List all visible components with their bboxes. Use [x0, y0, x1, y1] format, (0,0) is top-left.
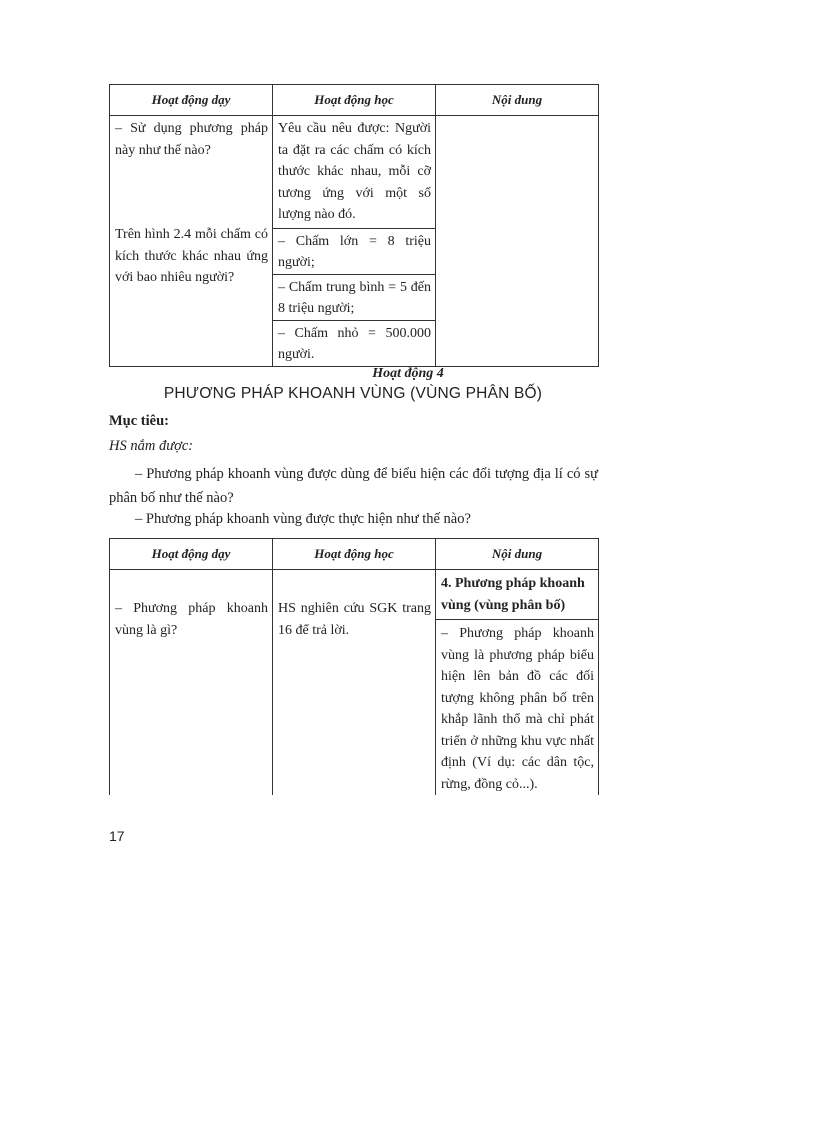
learning-answer-3: – Chấm trung bình = 5 đến 8 triệu người;: [273, 274, 435, 320]
content-body: – Phương pháp khoanh vùng là phương pháp biểu hiện lên bản đồ các đối tượng không phân bố trên khắp lãnh thổ mà chỉ phát triển ở những khu vực nhất định (Ví dụ: các dân tộc, rừng, đồng cỏ...).: [436, 619, 598, 795]
page-number: 17: [109, 828, 125, 844]
table-header-row: [110, 539, 599, 570]
header-learning: Hoạt động học: [273, 85, 436, 116]
activity-table-2: [109, 538, 599, 795]
table-row: [110, 570, 599, 796]
teaching-question-1: – Sử dụng phương pháp này như thế nào?: [115, 121, 268, 158]
content-cell: [436, 570, 599, 796]
objectives-intro: HS nắm được:: [109, 438, 194, 454]
content-cell: [436, 116, 599, 367]
activity-table-1: [109, 84, 599, 367]
activity-heading: PHƯƠNG PHÁP KHOANH VÙNG (VÙNG PHÂN BỐ): [163, 385, 543, 402]
objective-item-2: [109, 508, 598, 530]
table-row: [110, 116, 599, 367]
teaching-question-2: Trên hình 2.4 mỗi chấm có kích thước khác nhau ứng với bao nhiêu người?: [115, 227, 268, 285]
content-title: 4. Phương pháp khoanh vùng (vùng phân bố): [441, 576, 585, 613]
teaching-cell: [110, 116, 273, 367]
teaching-question: – Phương pháp khoanh vùng là gì?: [115, 601, 268, 638]
learning-cell: [273, 116, 436, 367]
teaching-cell: [110, 570, 273, 796]
objective-item-2-text: – Phương pháp khoanh vùng được thực hiện như thế nào?: [135, 511, 471, 527]
objectives-title: Mục tiêu:: [109, 413, 169, 429]
learning-answer-2: – Chấm lớn = 8 triệu người;: [273, 228, 435, 274]
header-teaching: Hoạt động dạy: [110, 85, 273, 116]
learning-answer-4: – Chấm nhỏ = 500.000 người.: [273, 320, 435, 366]
header-content: Nội dung: [436, 539, 599, 570]
learning-answer: HS nghiên cứu SGK trang 16 để trả lời.: [278, 601, 431, 638]
objective-item-1-text: – Phương pháp khoanh vùng được dùng để biểu hiện các đối tượng địa lí có sự phân bố như thế nào?: [109, 466, 598, 506]
learning-answer-1: Yêu cầu nêu được: Người ta đặt ra các chấm có kích thước khác nhau, mỗi cỡ tương ứng với một số lượng nào đó.: [278, 121, 431, 222]
header-teaching: Hoạt động dạy: [110, 539, 273, 570]
header-content: Nội dung: [436, 85, 599, 116]
objective-item-1: [109, 462, 598, 510]
header-learning: Hoạt động học: [273, 539, 436, 570]
table-header-row: [110, 85, 599, 116]
activity-label: Hoạt động 4: [372, 366, 444, 381]
learning-cell: [273, 570, 436, 796]
